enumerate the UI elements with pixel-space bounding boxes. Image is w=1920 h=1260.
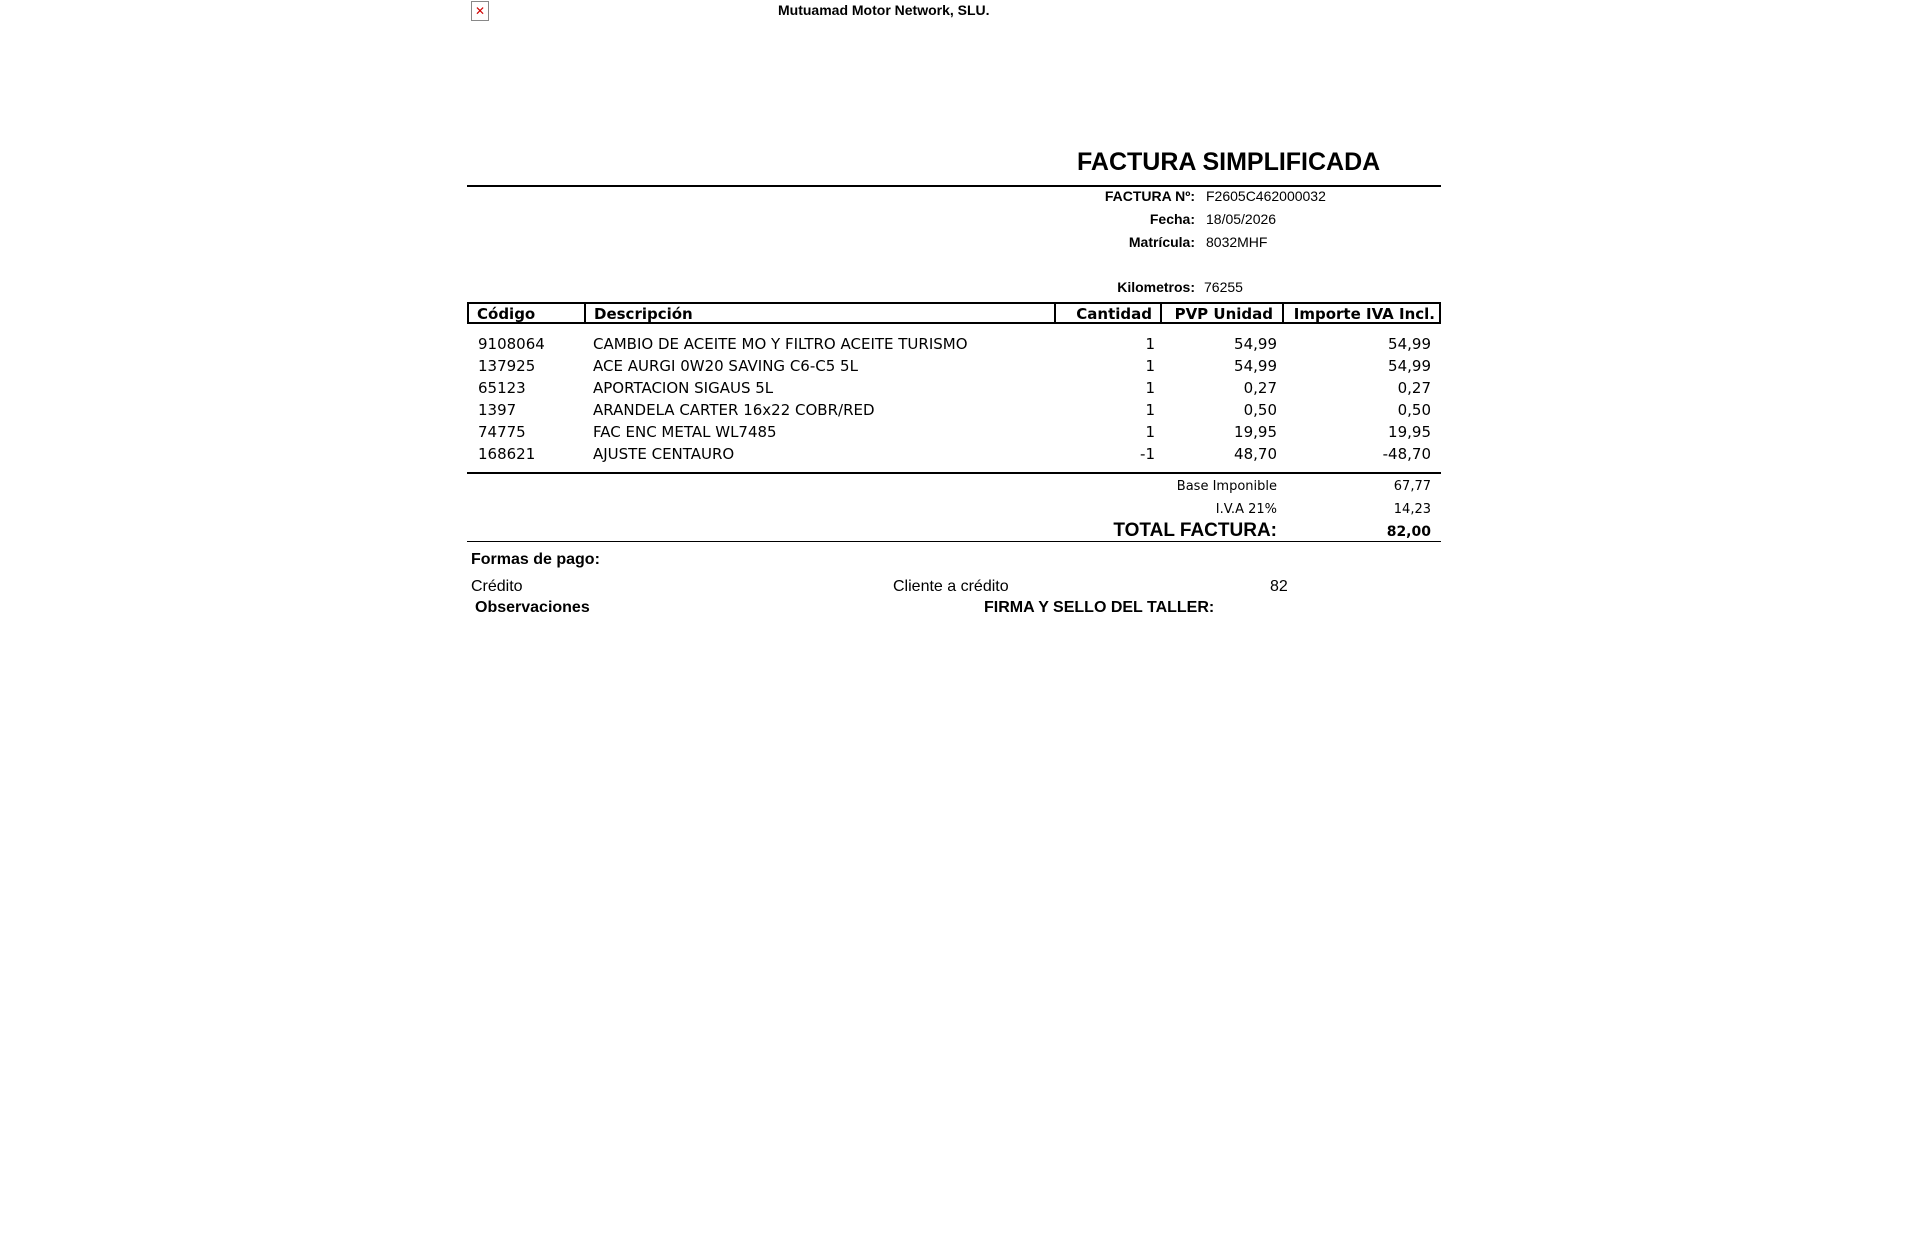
invoice-title: FACTURA SIMPLIFICADA: [1077, 148, 1381, 176]
row-total: -48,70: [1382, 445, 1431, 463]
header-code: Código: [477, 305, 536, 323]
row-total: 54,99: [1388, 335, 1431, 353]
row-quantity: -1: [1140, 445, 1155, 463]
iva-label: I.V.A 21%: [1215, 502, 1277, 517]
table-header: [467, 302, 1441, 324]
row-code: 74775: [478, 423, 526, 441]
signature-label: FIRMA Y SELLO DEL TALLER:: [984, 599, 1215, 616]
total-label: TOTAL FACTURA:: [1113, 520, 1277, 541]
header-unit-price: PVP Unidad: [1160, 304, 1282, 322]
row-unit-price: 54,99: [1234, 357, 1277, 375]
row-description: AJUSTE CENTAURO: [593, 445, 735, 463]
row-code: 9108064: [478, 335, 545, 353]
broken-image-icon: [471, 1, 489, 21]
observations-label: Observaciones: [475, 599, 590, 616]
row-unit-price: 0,27: [1243, 379, 1277, 397]
total-value: 82,00: [1386, 524, 1431, 540]
payment-amount: 82: [1270, 578, 1288, 595]
plate-number: 8032MHF: [1206, 234, 1268, 250]
row-total: 19,95: [1388, 423, 1431, 441]
row-code: 65123: [478, 379, 526, 397]
company-name: Mutuamad Motor Network, SLU.: [778, 2, 990, 18]
row-quantity: 1: [1145, 379, 1155, 397]
base-label: Base Imponible: [1176, 479, 1277, 494]
row-unit-price: 54,99: [1234, 335, 1277, 353]
invoice-date: 18/05/2026: [1206, 211, 1277, 227]
row-total: 0,50: [1397, 401, 1431, 419]
row-quantity: 1: [1145, 335, 1155, 353]
items-rule: [467, 472, 1441, 474]
row-unit-price: 19,95: [1234, 423, 1277, 441]
base-value: 67,77: [1393, 479, 1431, 494]
km-value: 76255: [1204, 279, 1243, 295]
header-total: Importe IVA Incl.: [1282, 304, 1439, 322]
km-label: Kilometros:: [1117, 279, 1195, 295]
payment-label: Formas de pago:: [471, 551, 600, 568]
row-total: 0,27: [1397, 379, 1431, 397]
row-description: ARANDELA CARTER 16x22 COBR/RED: [593, 401, 875, 419]
payment-method: Crédito: [471, 578, 523, 595]
row-quantity: 1: [1145, 401, 1155, 419]
invoice-number-label: FACTURA Nº:: [1104, 188, 1195, 204]
iva-value: 14,23: [1393, 502, 1431, 517]
row-description: FAC ENC METAL WL7485: [593, 423, 777, 441]
row-total: 54,99: [1388, 357, 1431, 375]
row-description: ACE AURGI 0W20 SAVING C6-C5 5L: [593, 357, 858, 375]
row-unit-price: 48,70: [1234, 445, 1277, 463]
header-description: Descripción: [584, 304, 1054, 322]
row-quantity: 1: [1145, 423, 1155, 441]
row-code: 168621: [478, 445, 536, 463]
row-description: CAMBIO DE ACEITE MO Y FILTRO ACEITE TURISMO: [593, 335, 968, 353]
plate-label: Matrícula:: [1128, 234, 1195, 250]
row-unit-price: 0,50: [1243, 401, 1277, 419]
header-quantity: Cantidad: [1054, 304, 1160, 322]
invoice-number: F2605C462000032: [1206, 188, 1326, 204]
date-label: Fecha:: [1149, 211, 1195, 227]
row-code: 1397: [478, 401, 517, 419]
row-code: 137925: [478, 357, 536, 375]
payment-type: Cliente a crédito: [893, 578, 1009, 595]
row-quantity: 1: [1145, 357, 1155, 375]
title-rule: [467, 185, 1441, 187]
totals-rule: [467, 541, 1441, 542]
row-description: APORTACION SIGAUS 5L: [593, 379, 774, 397]
